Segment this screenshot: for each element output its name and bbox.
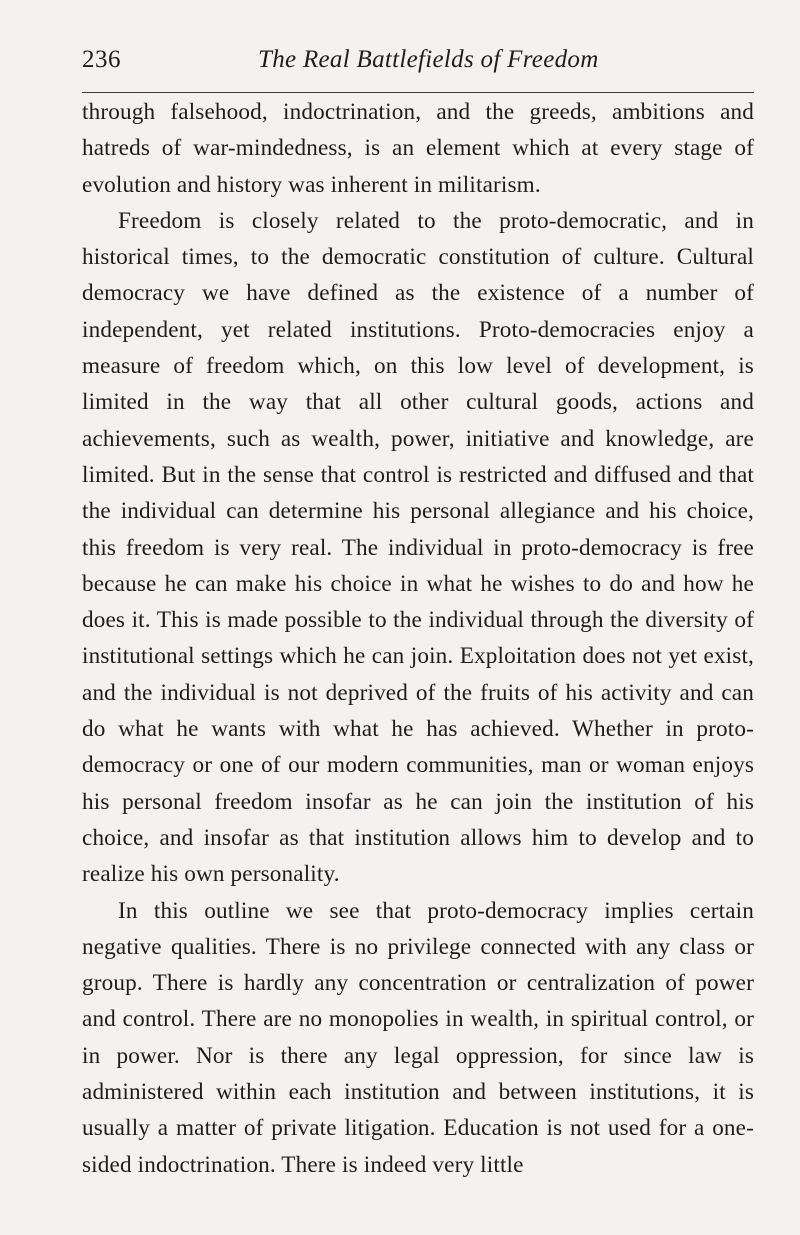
page-header [82,46,754,86]
header-rule [82,92,754,93]
paragraph-continued: through falsehood, indoctrination, and the greeds, ambitions and hatreds of war-mindedness, is an element which at every stage of evolution and history was inherent in militarism. [82,99,754,198]
body-text [82,94,754,1183]
paragraph-freedom: Freedom is closely related to the proto-democratic, and in historical times, to the democratic constitution of culture. Cultural democracy we have defined as the existence of a number of independent, yet related institutions. Proto-democracies enjoy a measure of freedom which, on this low level of development, is limited in the way that all other cultural goods, actions and achievements, such as wealth, power, initiative and knowledge, are limited. But in the sense that control is restricted and diffused and that the individual can determine his personal allegiance and his choice, this freedom is very real. The individual in proto-democracy is free because he can make his choice in what he wishes to do and how he does it. This is made possible to the individual through the diversity of institutional settings which he can join. Exploitation does not yet exist, and the individual is not deprived of the fruits of his activity and can do what he wants with what he has achieved. Whether in proto-democracy or one of our modern communities, man or woman enjoys his personal freedom insofar as he can join the institution of his choice, and insofar as that institution allows him to develop and to realize his own personality. [82,207,754,888]
page-number: 236 [82,46,121,73]
paragraph-outline: In this outline we see that proto-democracy implies certain negative qualities. There is no privilege connected with any class or group. There is hardly any concentration or centralization of power and control. There are no monopolies in wealth, in spiritual control, or in power. Nor is there any legal oppression, for since law is administered within each institution and between institutions, it is usually a matter of private litigation. Education is not used for a one-sided indoctrination. There is indeed very little [82,897,754,1178]
running-title: The Real Battlefields of Freedom [258,46,599,73]
